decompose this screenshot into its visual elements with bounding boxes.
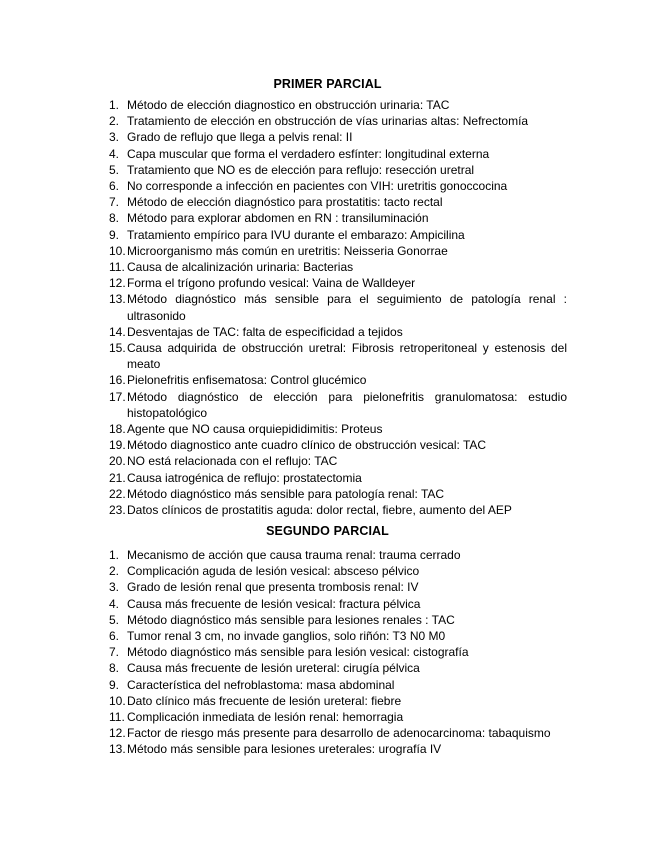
item-number: 23. [109,503,126,518]
list-item [109,453,567,469]
item-number: 19. [109,438,126,453]
list-item [109,660,567,676]
item-number: 16. [109,373,126,388]
item-text: Tratamiento que NO es de elección para reflujo: resección uretral [127,162,475,177]
item-number: 6. [109,179,120,194]
item-number: 20. [109,454,126,469]
item-text: Pielonefritis enfisematosa: Control glucémico [127,373,367,388]
item-number: 17. [109,389,126,404]
list-item [109,563,567,579]
item-number: 6. [109,629,120,644]
list-item [109,178,567,194]
item-number: 4. [109,596,120,611]
item-number: 13. [109,742,126,757]
item-text: Mecanismo de acción que causa trauma renal: trauma cerrado [127,548,461,562]
item-text: Microorganismo más común en uretritis: Neisseria Gonorrae [127,243,448,258]
list-item [109,162,567,178]
item-number: 11. [109,260,125,275]
item-text: Causa más frecuente de lesión vesical: fractura pélvica [127,596,421,611]
list-item [109,372,567,388]
item-number: 8. [109,211,120,226]
list-item [109,725,567,741]
item-text: Método más sensible para lesiones ureterales: urografía IV [127,742,442,757]
list-item [109,97,567,113]
item-text: NO está relacionada con el reflujo: TAC [127,454,338,469]
item-number: 12. [109,726,126,741]
item-text: Característica del nefroblastoma: masa abdominal [127,677,395,692]
item-text: Método de elección diagnostico en obstrucción urinaria: TAC [127,98,450,112]
list-item [109,389,567,421]
list-item [109,291,567,323]
item-text: Causa de alcalinización urinaria: Bacterias [127,260,354,275]
item-number: 3. [109,130,120,145]
list-item [109,243,567,259]
list-item [109,194,567,210]
list-item [109,275,567,291]
list-item [109,470,567,486]
item-text: Tratamiento empírico para IVU durante el embarazo: Ampicilina [127,227,465,242]
item-text: Agente que NO causa orquiepididimitis: Proteus [127,422,383,437]
section-title-primer-parcial: PRIMER PARCIAL [273,77,382,91]
item-number: 11. [109,710,125,725]
item-number: 14. [109,324,126,339]
list-item [109,324,567,340]
item-text: Complicación inmediata de lesión renal: hemorragia [127,710,404,725]
list-item [109,259,567,275]
item-number: 1. [109,98,120,112]
list-item [109,596,567,612]
item-text: Datos clínicos de prostatitis aguda: dolor rectal, fiebre, aumento del AEP [127,503,512,518]
item-text: Método diagnóstico de elección para pielonefritis granulomatosa: estudio histopatológico [127,389,567,420]
item-text: No corresponde a infección en pacientes con VIH: uretritis gonoccocina [127,179,508,194]
list-item [109,210,567,226]
item-number: 12. [109,276,126,291]
item-text: Factor de riesgo más presente para desarrollo de adenocarcinoma: tabaquismo [127,726,551,741]
list-item [109,547,567,563]
item-text: Grado de lesión renal que presenta trombosis renal: IV [127,580,419,595]
item-text: Método diagnóstico más sensible para lesión vesical: cistografía [127,645,469,660]
item-text: Complicación aguda de lesión vesical: absceso pélvico [127,564,420,579]
list-item [109,709,567,725]
item-text: Causa iatrogénica de reflujo: prostatectomia [127,470,362,485]
list-item [109,502,567,518]
section-title-segundo-parcial: SEGUNDO PARCIAL [266,524,389,538]
item-text: Causa adquirida de obstrucción uretral: Fibrosis retroperitoneal y estenosis del meato [127,341,567,372]
item-number: 7. [109,195,120,210]
item-number: 5. [109,612,120,627]
item-text: Método de elección diagnóstico para prostatitis: tacto rectal [127,195,443,210]
item-text: Dato clínico más frecuente de lesión ureteral: fiebre [127,693,402,708]
item-number: 21. [109,470,126,485]
item-number: 5. [109,162,120,177]
item-number: 10. [109,693,126,708]
item-text: Método diagnóstico más sensible para el seguimiento de patología renal : ultrasonido [127,292,567,323]
list-item [109,644,567,660]
list-item [109,113,567,129]
list-item [109,227,567,243]
item-text: Método diagnóstico más sensible para lesiones renales : TAC [127,612,455,627]
item-number: 8. [109,661,120,676]
list-item [109,486,567,502]
list-item [109,612,567,628]
list-item [109,677,567,693]
item-text: Tratamiento de elección en obstrucción de vías urinarias altas: Nefrectomía [127,114,529,129]
item-text: Método para explorar abdomen en RN : transiluminación [127,211,429,226]
list-item [109,741,567,757]
item-text: Forma el trígono profundo vesical: Vaina de Walldeyer [127,276,416,291]
list-item [109,437,567,453]
question-list-segundo-parcial [109,547,567,758]
question-list-primer-parcial [109,97,567,518]
item-text: Tumor renal 3 cm, no invade ganglios, solo riñón: T3 N0 M0 [127,629,446,644]
item-number: 3. [109,580,120,595]
item-text: Capa muscular que forma el verdadero esfínter: longitudinal externa [127,146,490,161]
item-number: 10. [109,243,126,258]
item-number: 7. [109,645,120,660]
list-item [109,146,567,162]
item-number: 22. [109,486,126,501]
list-item [109,421,567,437]
item-number: 9. [109,677,120,692]
item-number: 2. [109,564,120,579]
item-number: 13. [109,292,126,307]
list-item [109,693,567,709]
item-text: Método diagnóstico más sensible para patología renal: TAC [127,486,445,501]
list-item [109,628,567,644]
item-text: Causa más frecuente de lesión ureteral: cirugía pélvica [127,661,420,676]
item-number: 15. [109,341,126,356]
item-number: 9. [109,227,120,242]
item-number: 2. [109,114,120,129]
item-text: Grado de reflujo que llega a pelvis renal: II [127,130,353,145]
item-number: 18. [109,422,126,437]
item-text: Desventajas de TAC: falta de especificidad a tejidos [127,324,403,339]
list-item [109,129,567,145]
list-item [109,340,567,372]
item-number: 1. [109,548,120,562]
item-number: 4. [109,146,120,161]
list-item [109,579,567,595]
item-text: Método diagnostico ante cuadro clínico de obstrucción vesical: TAC [127,438,487,453]
